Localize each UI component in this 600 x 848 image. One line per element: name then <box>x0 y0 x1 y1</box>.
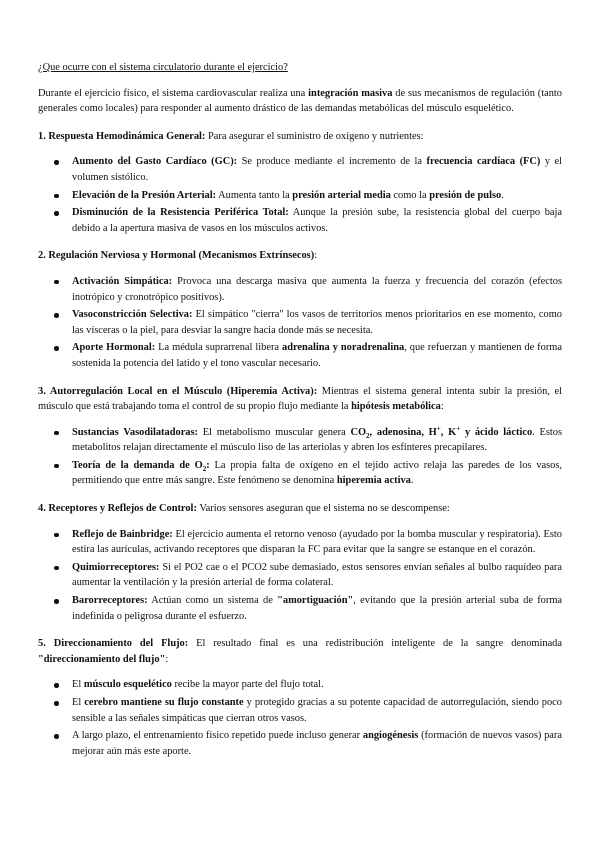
item-text: Aunque la presión sube, la resistencia global del cuerpo baja debido a la apertura masiva de vasos en los músculos activos. <box>72 207 562 234</box>
item-text: , evitando que la presión arterial suba de forma indefinida o peligrosa durante el esfuerzo. <box>72 595 563 622</box>
item-bold: angiogénesis <box>362 730 419 742</box>
section-1-heading <box>38 129 562 145</box>
section-4-heading <box>38 501 562 517</box>
item-text: (formación de nuevos vasos) para mejorar aún más este aporte. <box>72 730 562 757</box>
item-bold <box>350 424 533 440</box>
section-3-bold: hipótesis metabólica <box>351 401 441 413</box>
list-item <box>72 340 562 371</box>
section-3-end: : <box>440 401 444 413</box>
section-4-title: 4. Receptores y Reflejos de Control: <box>38 503 197 515</box>
list-item <box>72 425 562 456</box>
list-item <box>72 560 562 591</box>
item-label: Reflejo de Bainbridge: <box>72 528 173 540</box>
label-text: Teoría de la demanda de O <box>72 459 203 471</box>
item-label: Elevación de la Presión Arterial: <box>72 189 217 201</box>
item-text: A largo plazo, el entrenamiento físico repetido puede incluso generar <box>72 730 363 742</box>
intro-paragraph <box>38 86 562 117</box>
item-bold: adrenalina y noradrenalina <box>282 342 405 354</box>
document-title: ¿Que ocurre con el sistema circulatorio durante el ejercicio? <box>38 62 288 73</box>
section-4-list <box>38 527 562 625</box>
list-item <box>72 593 562 624</box>
item-label: Vasoconstricción Selectiva: <box>72 309 193 321</box>
section-2-text: : <box>314 250 318 262</box>
list-item <box>72 188 562 204</box>
item-text: Si el PO2 cae o el PCO2 sube demasiado, estos sensores envían señales al bulbo raquídeo para aumentar la ventilación y la presión arterial de forma colateral. <box>72 561 562 589</box>
item-bold: hiperemia activa <box>336 475 411 487</box>
item-bold: cerebro mantiene su flujo constante <box>84 697 244 708</box>
k-superscript: + <box>456 424 461 433</box>
intro-text-end: de sus mecanismos de regulación (tanto generales como locales) para responder al aumento drástico de las demandas metabólicas del músculo esquelético. <box>38 87 563 115</box>
item-text: Actúan como un sistema de <box>147 595 278 607</box>
section-3-text: Mientras el sistema general intenta subir la presión, el músculo que está trabajando toma el control de su propio flujo mediante la <box>38 385 563 413</box>
section-5-title: 5. Direccionamiento del Flujo: <box>38 638 189 650</box>
item-label: Activación Simpática: <box>72 275 173 287</box>
list-item <box>72 695 562 726</box>
section-4-text: Varios sensores aseguran que el sistema no se descompense: <box>196 503 450 515</box>
list-item <box>72 458 562 489</box>
item-text: El ejercicio aumenta el retorno venoso (ayudado por la bomba muscular y respiratoria). Esto estira las aurículas, activando receptores que disparan la FC para evitar que la sangre se estanque en el corazón. <box>72 528 562 556</box>
co2-subscript: 2 <box>366 431 370 440</box>
section-5-bold: "direccionamiento del flujo" <box>38 653 166 665</box>
item-text: Aumenta tanto la <box>216 189 293 201</box>
h-superscript: + <box>436 424 441 433</box>
item-bold: frecuencia cardíaca (FC) <box>426 156 541 168</box>
adenosina-text: , adenosina, H <box>369 426 437 438</box>
list-item <box>72 274 562 305</box>
item-text: y el volumen sistólico. <box>72 156 563 183</box>
section-1-list <box>38 154 562 236</box>
item-label <box>72 460 210 471</box>
section-2-heading <box>38 248 562 264</box>
item-text: , que refuerzan y mantienen de forma sostenida la potencia del latido y el tono vascular necesario. <box>72 342 562 369</box>
item-bold: "amortiguación" <box>277 595 354 607</box>
item-text: y protegido gracias a su potente capacidad de autorregulación, siendo poco sensible a las señales simpáticas que cierran otros vasos. <box>72 697 562 724</box>
item-text: . Estos metabolitos relajan directamente el músculo liso de las arteriolas y abren los esfínteres precapilares. <box>72 426 563 454</box>
item-text: La médula suprarrenal libera <box>155 342 283 354</box>
o2-subscript: 2 <box>202 464 207 473</box>
item-text: El metabolismo muscular genera <box>198 426 351 438</box>
section-5-text: El resultado final es una redistribución inteligente de la sangre denominada <box>188 638 562 650</box>
section-1-text: Para asegurar el suministro de oxígeno y nutrientes: <box>205 130 424 142</box>
list-item <box>72 527 562 558</box>
item-text: Provoca una descarga masiva que aumenta la fuerza y frecuencia del corazón (efectos inotrópico y cronotrópico positivos). <box>72 275 562 303</box>
item-text: . <box>410 475 414 487</box>
list-item <box>72 307 562 338</box>
item-bold: presión de pulso <box>429 189 502 201</box>
item-text: El <box>72 697 85 708</box>
label-end: : <box>206 459 210 471</box>
section-3-heading <box>38 384 562 415</box>
list-item <box>72 677 562 693</box>
item-text: La propia falta de oxígeno en el tejido activo relaja las paredes de los vasos, permitiendo que entre más sangre. Este fenómeno se denomina <box>72 459 563 487</box>
item-bold: músculo esquelético <box>83 679 172 691</box>
item-label: Barorreceptores: <box>72 595 148 607</box>
section-3-title: 3. Autorregulación Local en el Músculo (Hiperemia Activa): <box>38 385 318 397</box>
list-item <box>72 728 562 759</box>
item-label: Quimiorreceptores: <box>72 561 160 573</box>
item-bold: presión arterial media <box>292 189 391 201</box>
item-label: Aumento del Gasto Cardíaco (GC): <box>72 156 238 168</box>
intro-bold: integración masiva <box>308 87 393 99</box>
item-text: El simpático "cierra" los vasos de territorios menos prioritarios en ese momento, como las vísceras o la piel, para desviar la sangre hacia donde más se necesita. <box>72 309 562 336</box>
section-1-title: 1. Respuesta Hemodinámica General: <box>38 130 206 142</box>
item-text: . <box>501 189 504 201</box>
section-3-list <box>38 425 562 489</box>
co2-text: CO <box>350 426 367 438</box>
k-text: , K <box>440 426 457 438</box>
item-label: Aporte Hormonal: <box>72 342 156 354</box>
section-2-title: 2. Regulación Nerviosa y Hormonal (Mecanismos Extrínsecos) <box>38 250 315 262</box>
section-5-end: : <box>165 653 169 665</box>
acido-text: y ácido láctico <box>460 426 533 438</box>
item-text: como la <box>390 189 430 201</box>
item-label: Sustancias Vasodilatadoras: <box>72 426 199 438</box>
section-5-heading <box>38 636 562 667</box>
item-text: Se produce mediante el incremento de la <box>237 156 427 168</box>
item-text: El <box>72 679 84 691</box>
section-2-list <box>38 274 562 372</box>
item-text: recibe la mayor parte del flujo total. <box>171 679 324 691</box>
intro-text-start: Durante el ejercicio físico, el sistema cardiovascular realiza una <box>38 87 309 99</box>
section-5-list <box>38 677 562 759</box>
list-item <box>72 205 562 236</box>
list-item <box>72 154 562 185</box>
item-label: Disminución de la Resistencia Periférica Total: <box>72 207 289 219</box>
